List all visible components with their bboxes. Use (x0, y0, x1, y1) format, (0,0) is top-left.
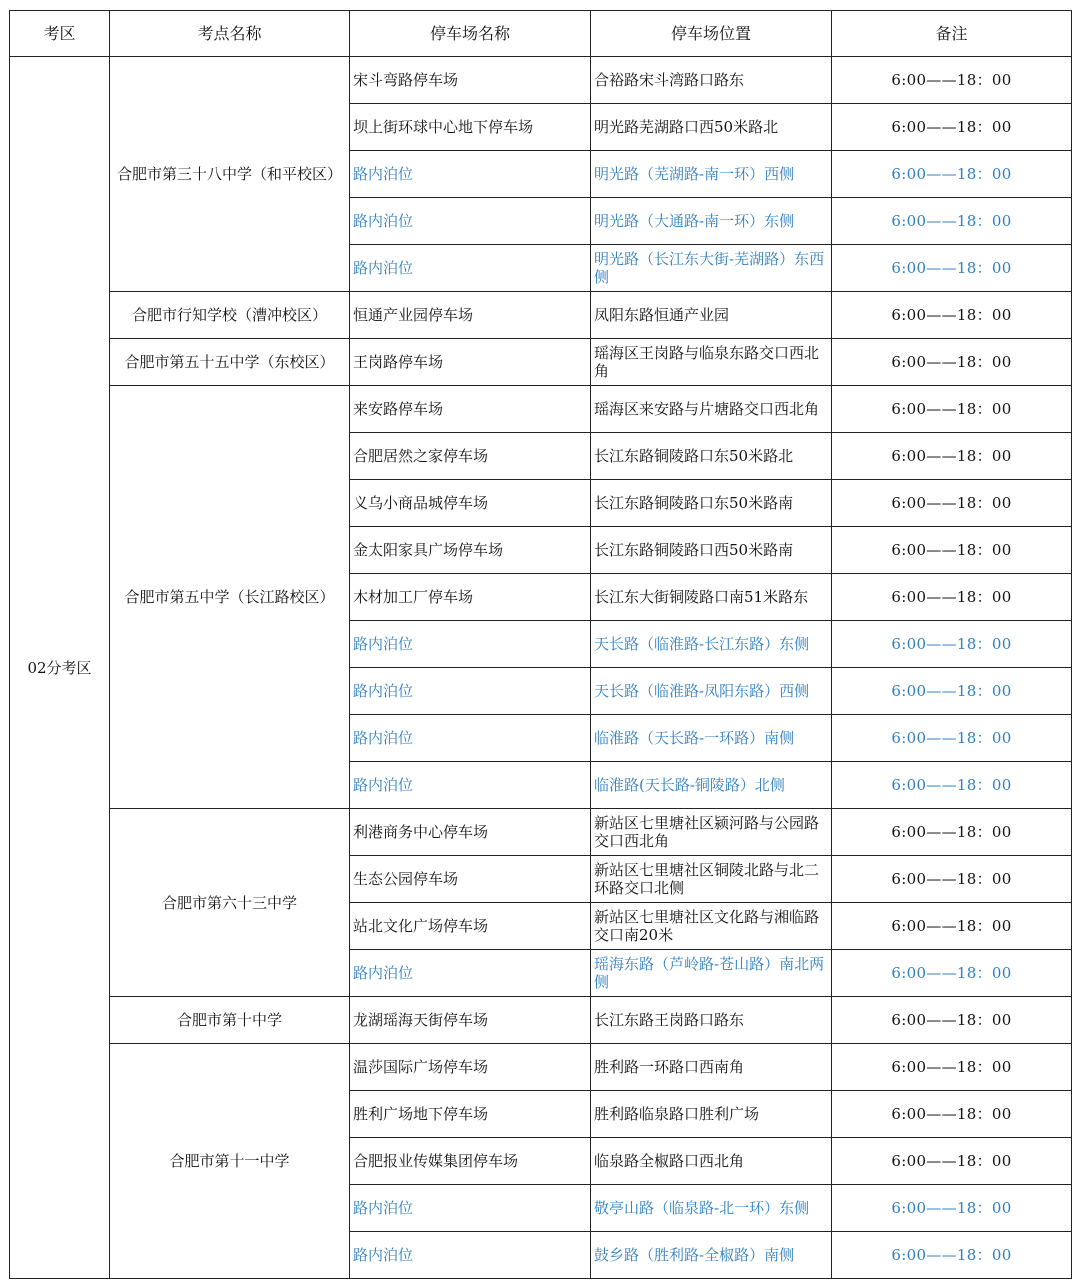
table-row (10, 809, 1072, 856)
note-cell: 6:00——18：00 (832, 856, 1072, 903)
note-cell: 6:00——18：00 (832, 574, 1072, 621)
lot-location-cell: 凤阳东路恒通产业园 (591, 292, 832, 339)
lot-name-cell: 路内泊位 (350, 198, 591, 245)
note-cell: 6:00——18：00 (832, 57, 1072, 104)
lot-location-cell: 临泉路全椒路口西北角 (591, 1138, 832, 1185)
lot-location-cell: 明光路芜湖路口西50米路北 (591, 104, 832, 151)
lot-location-cell: 新站区七里塘社区颍河路与公园路交口西北角 (591, 809, 832, 856)
note-cell: 6:00——18：00 (832, 903, 1072, 950)
lot-location-cell: 新站区七里塘社区铜陵北路与北二环路交口北侧 (591, 856, 832, 903)
lot-location-cell: 明光路（大通路-南一环）东侧 (591, 198, 832, 245)
note-cell: 6:00——18：00 (832, 292, 1072, 339)
note-cell: 6:00——18：00 (832, 621, 1072, 668)
lot-location-cell: 鼓乡路（胜利路-全椒路）南侧 (591, 1232, 832, 1279)
note-cell: 6:00——18：00 (832, 339, 1072, 386)
lot-name-cell: 胜利广场地下停车场 (350, 1091, 591, 1138)
note-cell: 6:00——18：00 (832, 527, 1072, 574)
lot-location-cell: 胜利路临泉路口胜利广场 (591, 1091, 832, 1138)
lot-location-cell: 长江东路铜陵路口西50米路南 (591, 527, 832, 574)
note-cell: 6:00——18：00 (832, 997, 1072, 1044)
lot-location-cell: 长江东路铜陵路口东50米路北 (591, 433, 832, 480)
table-row (10, 57, 1072, 104)
lot-location-cell: 胜利路一环路口西南角 (591, 1044, 832, 1091)
lot-name-cell: 路内泊位 (350, 245, 591, 292)
lot-location-cell: 临淮路（天长路-一环路）南侧 (591, 715, 832, 762)
lot-name-cell: 路内泊位 (350, 621, 591, 668)
note-cell: 6:00——18：00 (832, 1232, 1072, 1279)
note-cell: 6:00——18：00 (832, 1091, 1072, 1138)
zone-cell: 02分考区 (10, 57, 110, 1279)
lot-name-cell: 路内泊位 (350, 151, 591, 198)
lot-location-cell: 明光路（长江东大街-芜湖路）东西侧 (591, 245, 832, 292)
note-cell: 6:00——18：00 (832, 668, 1072, 715)
note-cell: 6:00——18：00 (832, 762, 1072, 809)
lot-name-cell: 义乌小商品城停车场 (350, 480, 591, 527)
lot-name-cell: 合肥居然之家停车场 (350, 433, 591, 480)
lot-location-cell: 明光路（芜湖路-南一环）西侧 (591, 151, 832, 198)
lot-name-cell: 路内泊位 (350, 715, 591, 762)
table-row (10, 339, 1072, 386)
school-cell: 合肥市第三十八中学（和平校区） (110, 57, 350, 292)
lot-name-cell: 生态公园停车场 (350, 856, 591, 903)
school-cell: 合肥市行知学校（漕冲校区） (110, 292, 350, 339)
note-cell: 6:00——18：00 (832, 245, 1072, 292)
table-row (10, 386, 1072, 433)
note-cell: 6:00——18：00 (832, 104, 1072, 151)
note-cell: 6:00——18：00 (832, 809, 1072, 856)
lot-name-cell: 龙湖瑶海天街停车场 (350, 997, 591, 1044)
note-cell: 6:00——18：00 (832, 1138, 1072, 1185)
school-cell: 合肥市第十一中学 (110, 1044, 350, 1279)
lot-name-cell: 路内泊位 (350, 762, 591, 809)
lot-location-cell: 瑶海区来安路与片塘路交口西北角 (591, 386, 832, 433)
note-cell: 6:00——18：00 (832, 1044, 1072, 1091)
lot-location-cell: 敬亭山路（临泉路-北一环）东侧 (591, 1185, 832, 1232)
header-location: 停车场位置 (591, 11, 832, 57)
note-cell: 6:00——18：00 (832, 198, 1072, 245)
lot-name-cell: 站北文化广场停车场 (350, 903, 591, 950)
header-school: 考点名称 (110, 11, 350, 57)
header-note: 备注 (832, 11, 1072, 57)
note-cell: 6:00——18：00 (832, 386, 1072, 433)
note-cell: 6:00——18：00 (832, 480, 1072, 527)
header-zone: 考区 (10, 11, 110, 57)
lot-name-cell: 路内泊位 (350, 1185, 591, 1232)
lot-location-cell: 新站区七里塘社区文化路与湘临路交口南20米 (591, 903, 832, 950)
lot-name-cell: 路内泊位 (350, 1232, 591, 1279)
lot-location-cell: 瑶海区王岗路与临泉东路交口西北角 (591, 339, 832, 386)
header-lot: 停车场名称 (350, 11, 591, 57)
note-cell: 6:00——18：00 (832, 151, 1072, 198)
lot-name-cell: 王岗路停车场 (350, 339, 591, 386)
lot-location-cell: 长江东路铜陵路口东50米路南 (591, 480, 832, 527)
table-row (10, 997, 1072, 1044)
school-cell: 合肥市第五中学（长江路校区） (110, 386, 350, 809)
school-cell: 合肥市第十中学 (110, 997, 350, 1044)
lot-name-cell: 恒通产业园停车场 (350, 292, 591, 339)
lot-name-cell: 路内泊位 (350, 950, 591, 997)
lot-location-cell: 天长路（临淮路-凤阳东路）西侧 (591, 668, 832, 715)
school-cell: 合肥市第六十三中学 (110, 809, 350, 997)
lot-location-cell: 瑶海东路（芦岭路-苍山路）南北两侧 (591, 950, 832, 997)
school-cell: 合肥市第五十五中学（东校区） (110, 339, 350, 386)
lot-name-cell: 利港商务中心停车场 (350, 809, 591, 856)
lot-name-cell: 宋斗弯路停车场 (350, 57, 591, 104)
lot-location-cell: 临淮路(天长路-铜陵路）北侧 (591, 762, 832, 809)
lot-name-cell: 坝上街环球中心地下停车场 (350, 104, 591, 151)
table-row (10, 292, 1072, 339)
lot-name-cell: 金太阳家具广场停车场 (350, 527, 591, 574)
table-row (10, 1044, 1072, 1091)
lot-name-cell: 合肥报业传媒集团停车场 (350, 1138, 591, 1185)
lot-location-cell: 合裕路宋斗湾路口路东 (591, 57, 832, 104)
parking-table (9, 10, 1072, 1279)
note-cell: 6:00——18：00 (832, 950, 1072, 997)
lot-name-cell: 木材加工厂停车场 (350, 574, 591, 621)
note-cell: 6:00——18：00 (832, 715, 1072, 762)
note-cell: 6:00——18：00 (832, 1185, 1072, 1232)
lot-name-cell: 来安路停车场 (350, 386, 591, 433)
table-header-row (10, 11, 1072, 57)
lot-location-cell: 天长路（临淮路-长江东路）东侧 (591, 621, 832, 668)
lot-name-cell: 温莎国际广场停车场 (350, 1044, 591, 1091)
lot-location-cell: 长江东路王岗路口路东 (591, 997, 832, 1044)
note-cell: 6:00——18：00 (832, 433, 1072, 480)
lot-name-cell: 路内泊位 (350, 668, 591, 715)
lot-location-cell: 长江东大街铜陵路口南51米路东 (591, 574, 832, 621)
